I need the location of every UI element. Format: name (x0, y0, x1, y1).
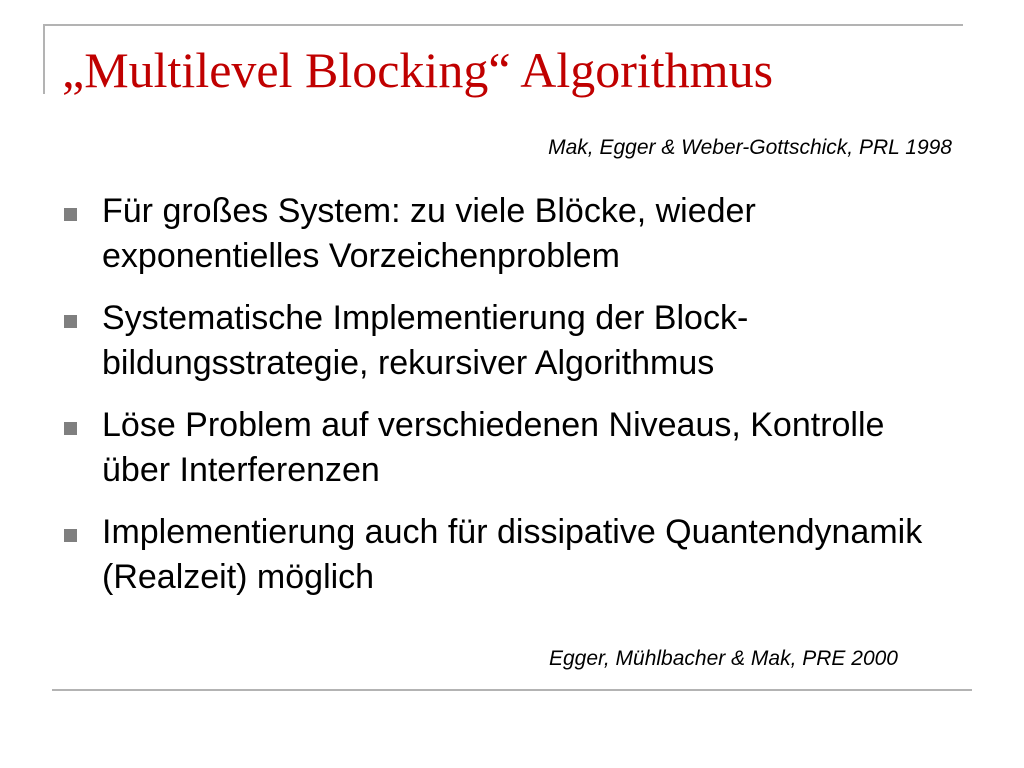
square-bullet-icon (64, 422, 77, 435)
bullet-text: Löse Problem auf verschiedenen Niveaus, Kontrolle über Interferenzen (102, 406, 885, 489)
citation-bottom: Egger, Mühlbacher & Mak, PRE 2000 (548, 647, 898, 670)
square-bullet-icon (64, 208, 77, 221)
bullet-item (64, 403, 944, 493)
slide-frame-top-line (44, 24, 963, 26)
slide-frame-left-line (43, 24, 45, 94)
bullet-item (64, 189, 944, 279)
slide-frame-bottom-line (52, 689, 972, 691)
square-bullet-icon (64, 315, 77, 328)
bullet-list (64, 189, 944, 617)
square-bullet-icon (64, 529, 77, 542)
bullet-text: Implementierung auch für dissipative Quantendynamik (Realzeit) möglich (102, 513, 923, 596)
bullet-text: Für großes System: zu viele Blöcke, wieder exponentielles Vorzeichenproblem (102, 192, 756, 275)
slide-title: „Multilevel Blocking“ Algorithmus (62, 42, 774, 98)
bullet-item (64, 296, 944, 386)
bullet-item (64, 510, 944, 600)
citation-top: Mak, Egger & Weber-Gottschick, PRL 1998 (548, 136, 952, 159)
bullet-text: Systematische Implementierung der Block-bildungsstrategie, rekursiver Algorithmus (102, 299, 749, 382)
